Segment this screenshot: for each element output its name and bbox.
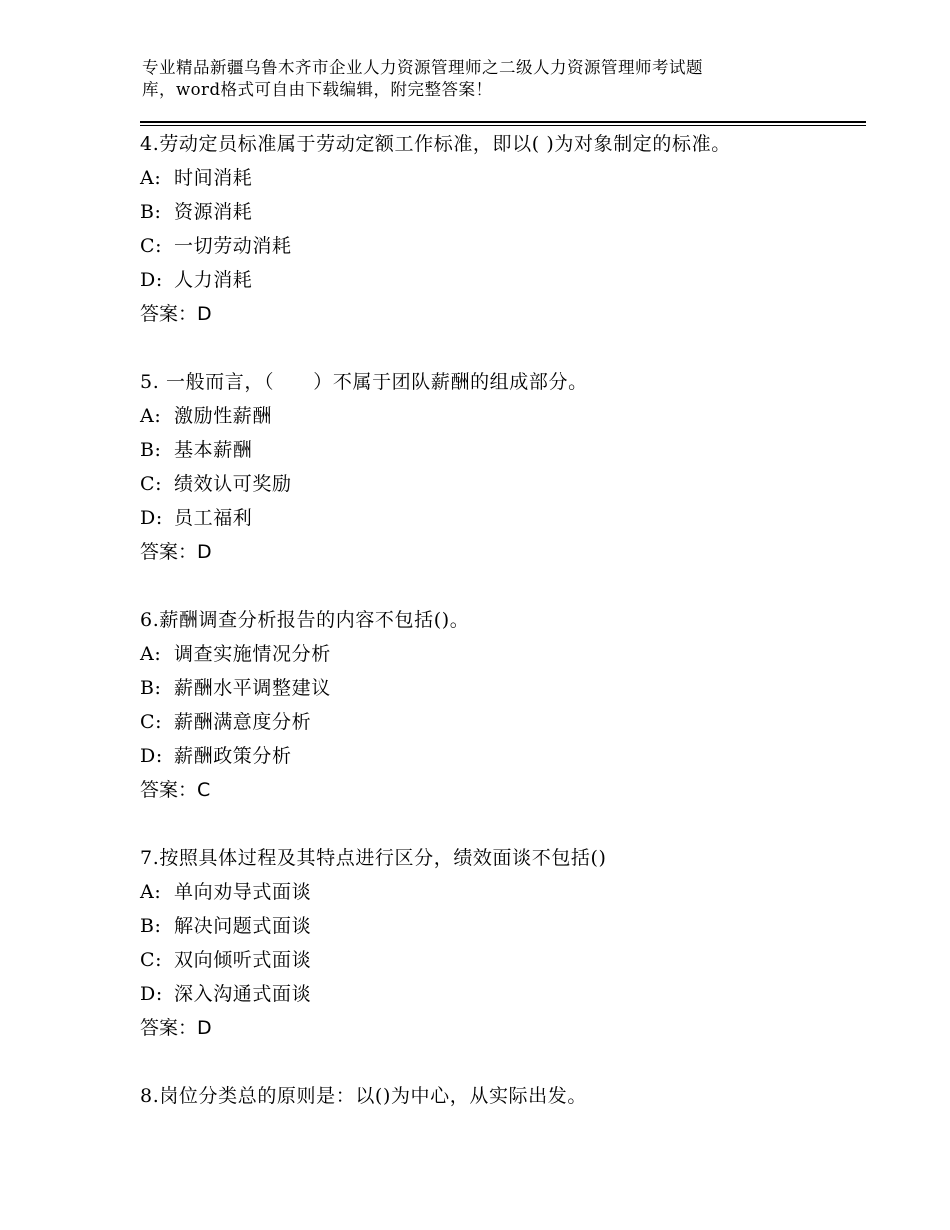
- answer-label: 答案：D: [140, 303, 212, 325]
- question-text: 6.薪酬调查分析报告的内容不包括()。: [140, 609, 470, 631]
- option-letter: A:: [140, 881, 162, 903]
- option-text: 双向倾听式面谈: [174, 949, 312, 971]
- option-text: 薪酬水平调整建议: [174, 677, 331, 699]
- answer-label: 答案：C: [140, 779, 211, 801]
- header-rule-thick: [140, 121, 866, 123]
- option-letter: B:: [140, 439, 162, 461]
- question-4: [140, 127, 870, 331]
- option-d: [140, 977, 870, 1011]
- question-7: [140, 841, 870, 1045]
- option-text: 一切劳动消耗: [174, 235, 292, 257]
- option-text: 绩效认可奖励: [174, 473, 292, 495]
- spacer: [140, 807, 870, 841]
- option-text: 员工福利: [174, 507, 253, 529]
- option-c: [140, 943, 870, 977]
- option-letter: D:: [140, 745, 163, 767]
- option-letter: D:: [140, 983, 163, 1005]
- question-text: 5. 一般而言，（ ）不属于团队薪酬的组成部分。: [140, 371, 588, 393]
- option-a: [140, 875, 870, 909]
- spacer: [140, 331, 870, 365]
- spacer: [140, 1045, 870, 1079]
- option-letter: A:: [140, 167, 162, 189]
- option-text: 单向劝导式面谈: [174, 881, 312, 903]
- option-text: 薪酬政策分析: [174, 745, 292, 767]
- option-d: [140, 501, 870, 535]
- document-header: [142, 57, 802, 101]
- option-letter: A:: [140, 643, 162, 665]
- question-list: [140, 127, 870, 1113]
- option-b: [140, 671, 870, 705]
- option-letter: C:: [140, 949, 163, 971]
- header-rule-thin: [140, 125, 866, 126]
- option-b: [140, 433, 870, 467]
- option-letter: D:: [140, 269, 163, 291]
- option-letter: B:: [140, 915, 162, 937]
- option-a: [140, 637, 870, 671]
- question-text: 8.岗位分类总的原则是：以()为中心，从实际出发。: [140, 1085, 587, 1107]
- option-letter: D:: [140, 507, 163, 529]
- answer-label: 答案：D: [140, 541, 212, 563]
- option-text: 激励性薪酬: [174, 405, 273, 427]
- option-letter: C:: [140, 235, 163, 257]
- option-a: [140, 399, 870, 433]
- option-c: [140, 705, 870, 739]
- spacer: [140, 569, 870, 603]
- question-text: 7.按照具体过程及其特点进行区分，绩效面谈不包括(): [140, 847, 607, 869]
- question-6: [140, 603, 870, 807]
- option-b: [140, 909, 870, 943]
- option-letter: C:: [140, 473, 163, 495]
- option-a: [140, 161, 870, 195]
- option-letter: B:: [140, 201, 162, 223]
- option-d: [140, 263, 870, 297]
- option-text: 深入沟通式面谈: [174, 983, 312, 1005]
- answer-label: 答案：D: [140, 1017, 212, 1039]
- option-text: 资源消耗: [174, 201, 253, 223]
- option-text: 人力消耗: [174, 269, 253, 291]
- option-letter: A:: [140, 405, 162, 427]
- option-text: 基本薪酬: [174, 439, 253, 461]
- option-b: [140, 195, 870, 229]
- option-letter: B:: [140, 677, 162, 699]
- option-text: 薪酬满意度分析: [174, 711, 312, 733]
- option-text: 时间消耗: [174, 167, 253, 189]
- option-letter: C:: [140, 711, 163, 733]
- question-5: [140, 365, 870, 569]
- header-line-2: 库，word格式可自由下载编辑，附完整答案！: [142, 80, 493, 99]
- option-c: [140, 467, 870, 501]
- option-text: 调查实施情况分析: [174, 643, 331, 665]
- question-text: 4.劳动定员标准属于劳动定额工作标准，即以( )为对象制定的标准。: [140, 133, 731, 155]
- option-d: [140, 739, 870, 773]
- header-line-1: 专业精品新疆乌鲁木齐市企业人力资源管理师之二级人力资源管理师考试题: [142, 58, 703, 77]
- option-c: [140, 229, 870, 263]
- question-8: [140, 1079, 870, 1113]
- option-text: 解决问题式面谈: [174, 915, 312, 937]
